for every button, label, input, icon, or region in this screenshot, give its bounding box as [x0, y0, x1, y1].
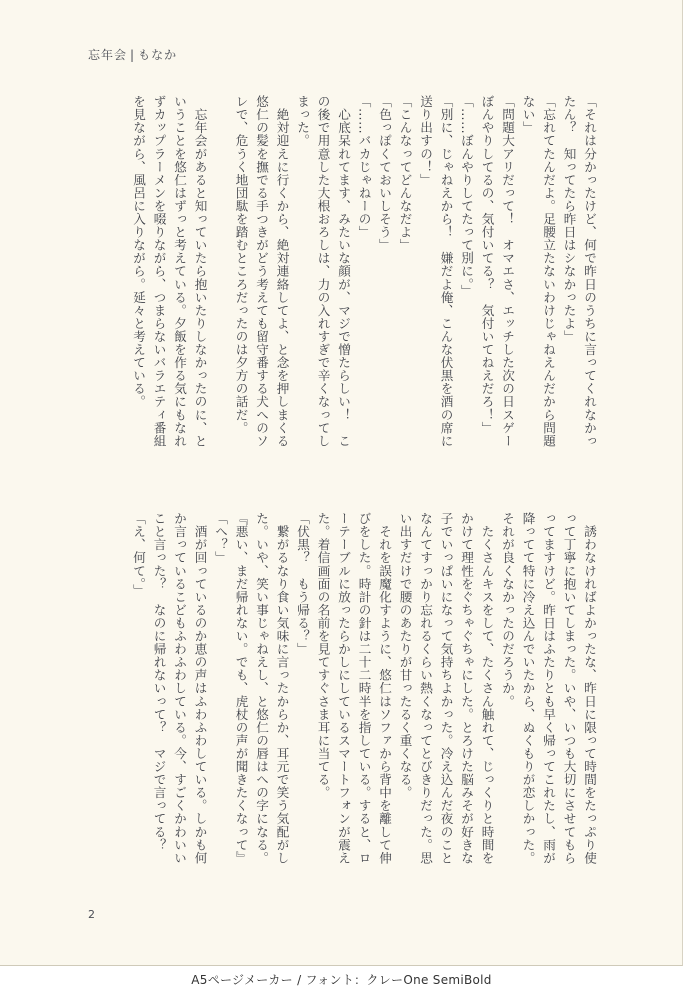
text-line: 「……バカじゃねーの」	[356, 95, 372, 239]
text-line: 心底呆れてます、みたいな顔が、マジで憎たらしい！ こ	[336, 95, 351, 448]
text-line: 酒が回っているのか恵の声はふわふわしている。しかも何	[192, 512, 208, 865]
text-line: いうことを悠仁はずっと考えている。夕飯を作る気にもなれ	[172, 95, 187, 448]
text-line: 「忘れてたんだよ。足腰立たないわけじゃねえんだから問題	[541, 95, 556, 448]
upper-text-block	[128, 95, 600, 495]
text-line: ずカップラーメンを啜りながら、つまらないバラエティ番組	[151, 95, 167, 448]
text-line: びをした。時計の針は二十二時半を指している。すると、ロ	[356, 512, 372, 865]
text-line: ってますけど。昨日はふたりとも早く帰ってこれたし、雨が	[541, 512, 556, 865]
text-line: それを誤魔化すように、悠仁はソファから背中を離して伸	[377, 512, 392, 865]
text-line: 忘年会があると知っていたら抱いたりしなかったのに、と	[192, 95, 208, 448]
text-line: なんてすっかり忘れるくらい熱くなってとびきりだった。思	[418, 512, 433, 865]
text-line: た。着信画面の名前を見てすぐさま耳に当てる。	[315, 512, 331, 800]
text-line: を見ながら、風呂に入りながら。延々と考えている。	[131, 95, 146, 409]
text-line: 降ってて特に冷え込んでいたから、ぬくもりが恋しかった。	[520, 512, 536, 865]
text-line: 「こんなってどんなだよ」	[397, 95, 413, 252]
text-line: まった。	[295, 95, 310, 148]
text-line: たん？ 知ってたら昨日はシなかったよ」	[561, 95, 577, 343]
text-line: 『悪い、まだ帰れない。でも、虎杖の声が聞きたくなって』	[233, 512, 249, 865]
text-line: 子でいっぱいになって気持ちよかった。冷え込んだ夜のこと	[438, 512, 454, 865]
text-line: たくさんキスをして、たくさん触れて、じっくりと時間を	[479, 512, 495, 865]
text-line: 「……ぼんやりしてたって別に。」	[459, 95, 474, 298]
text-line: それが良くなかったのだろうか。	[500, 512, 515, 708]
text-line: 「別に、じゃねえから！ 嫌だよ俺、こんな伏黒を酒の席に	[438, 95, 454, 448]
text-line: 「色っぽくておいしそう」	[377, 95, 392, 252]
text-line: 誘わなければよかったな、昨日に限って時間をたっぷり使	[582, 512, 597, 865]
text-line: 「問題大アリだって！ オマエさ、エッチした次の日スゲー	[500, 95, 515, 448]
text-line: ぼんやりしてるの、気付いてる？ 気付いてねえだろ！」	[479, 95, 495, 435]
footer-credit: A5ページメーカー / フォント：クレーOne SemiBold	[191, 973, 492, 987]
text-line: た。いや、笑い事じゃねえし、と悠仁の唇はへの字になる。	[254, 512, 269, 865]
text-line: 絶対迎えに行くから、絶対連絡してよ、と念を押しまくる	[274, 95, 290, 448]
text-line: レで、危うく地団駄を踏むところだったのは夕方の話だ。	[233, 95, 249, 435]
text-line: か言っているこどもふわふわしている。今、すごくかわいい	[172, 512, 187, 865]
text-line: い出すだけで腰のあたりが甘ったるく重くなる。	[397, 512, 413, 800]
text-line: 「へ？」	[213, 512, 228, 565]
text-line: 悠仁の髪を撫でる手つきがどう考えても留守番する犬へのソ	[254, 95, 269, 448]
page-header	[88, 46, 177, 63]
text-line: こと言った？ なのに帰れないって？ マジで言ってる？	[151, 512, 167, 852]
text-line: 繋がるなり食い気味に言ったからか、耳元で笑う気配がし	[274, 512, 290, 865]
text-line: 「それは分かったけど、何で昨日のうちに言ってくれなかっ	[582, 95, 597, 448]
text-line	[210, 95, 231, 495]
text-line: ーテーブルに放ったらかしにしているスマートフォンが震え	[336, 512, 351, 865]
lower-text-block	[128, 512, 600, 912]
author-name: もなか	[138, 48, 178, 62]
text-line: ない」	[520, 95, 536, 135]
text-line: って丁寧に抱いてしまった。いや、いつも大切にさせてもら	[561, 512, 577, 865]
text-line: 「伏黒？ もう帰る？」	[295, 512, 310, 656]
text-line: 送り出すの！」	[418, 95, 433, 187]
story-title: 忘年会	[88, 48, 128, 62]
text-line: の後で用意した大根おろしは、力の入れすぎで辛くなってし	[315, 95, 331, 448]
text-line: かけて理性をぐちゃぐちゃにした。とろけた脳みそが好きな	[459, 512, 474, 865]
text-line: 「え、何て。」	[131, 512, 146, 598]
header-separator: |	[130, 48, 136, 62]
page-number: 2	[88, 908, 95, 921]
